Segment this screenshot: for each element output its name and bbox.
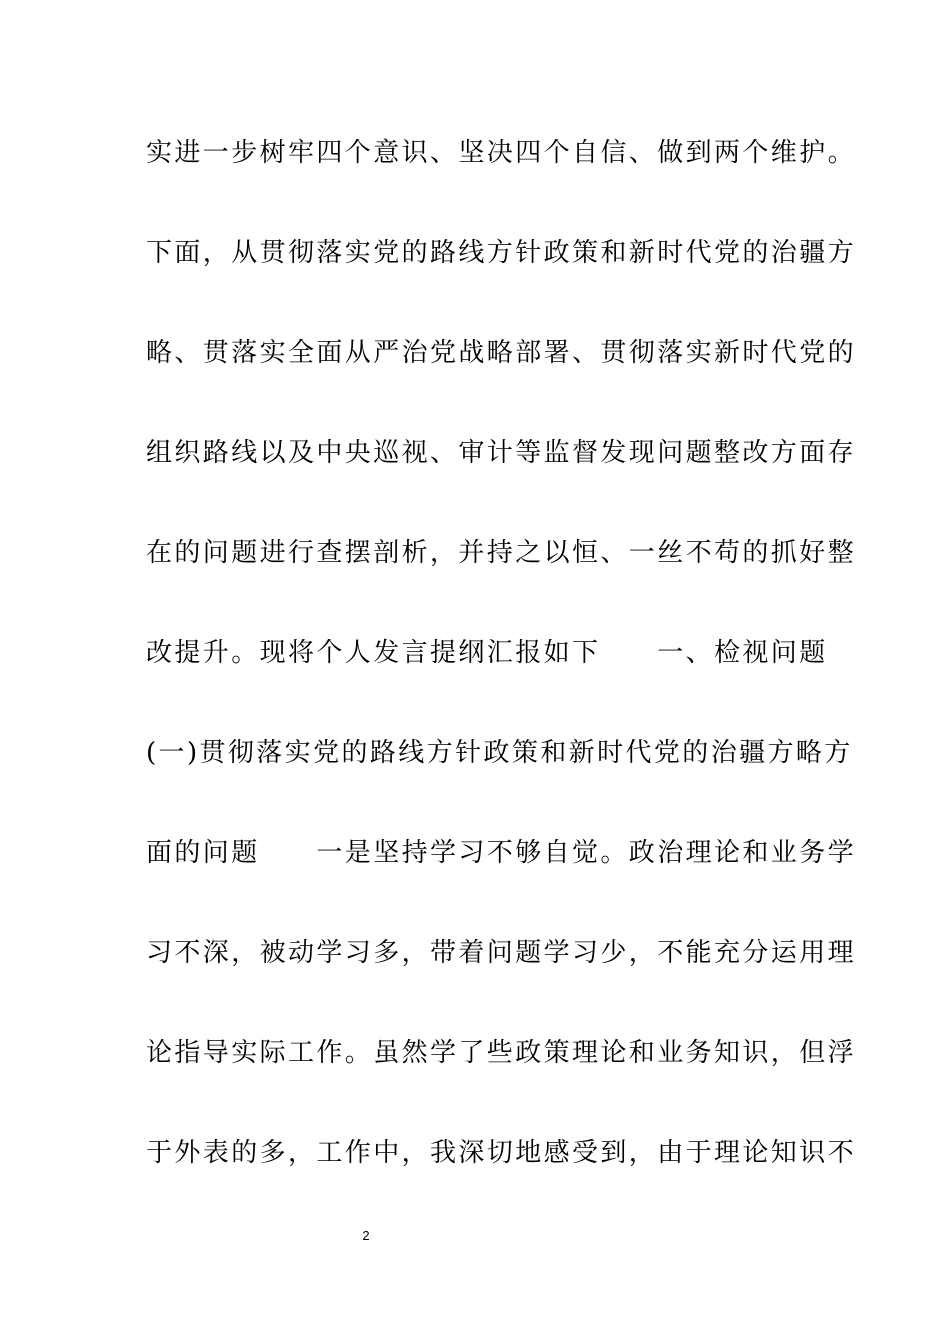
text-line-3: 略、贯落实全面从严治党战略部署、贯彻落实新时代党的 <box>146 338 857 368</box>
text-line-11: 于外表的多，工作中，我深切地感受到，由于理论知识不 <box>146 1138 857 1168</box>
text-line-10: 论指导实际工作。虽然学了些政策理论和业务知识，但浮 <box>146 1038 857 1068</box>
text-line-4: 组织路线以及中央巡视、审计等监督发现问题整改方面存 <box>146 438 857 468</box>
text-line-8: 面的问题 一是坚持学习不够自觉。政治理论和业务学 <box>146 838 857 868</box>
text-line-1: 实进一步树牢四个意识、坚决四个自信、做到两个维护。 <box>146 138 857 168</box>
page-number: 2 <box>362 1228 370 1243</box>
text-line-5: 在的问题进行查摆剖析，并持之以恒、一丝不苟的抓好整 <box>146 538 857 568</box>
text-line-7: (一)贯彻落实党的路线方针政策和新时代党的治疆方略方 <box>146 738 853 768</box>
body-text <box>146 128 857 1228</box>
text-line-9: 习不深，被动学习多，带着问题学习少，不能充分运用理 <box>146 938 857 968</box>
text-line-2: 下面，从贯彻落实党的路线方针政策和新时代党的治疆方 <box>146 238 857 268</box>
text-line-6: 改提升。现将个人发言提纲汇报如下 一、检视问题 <box>146 638 828 668</box>
